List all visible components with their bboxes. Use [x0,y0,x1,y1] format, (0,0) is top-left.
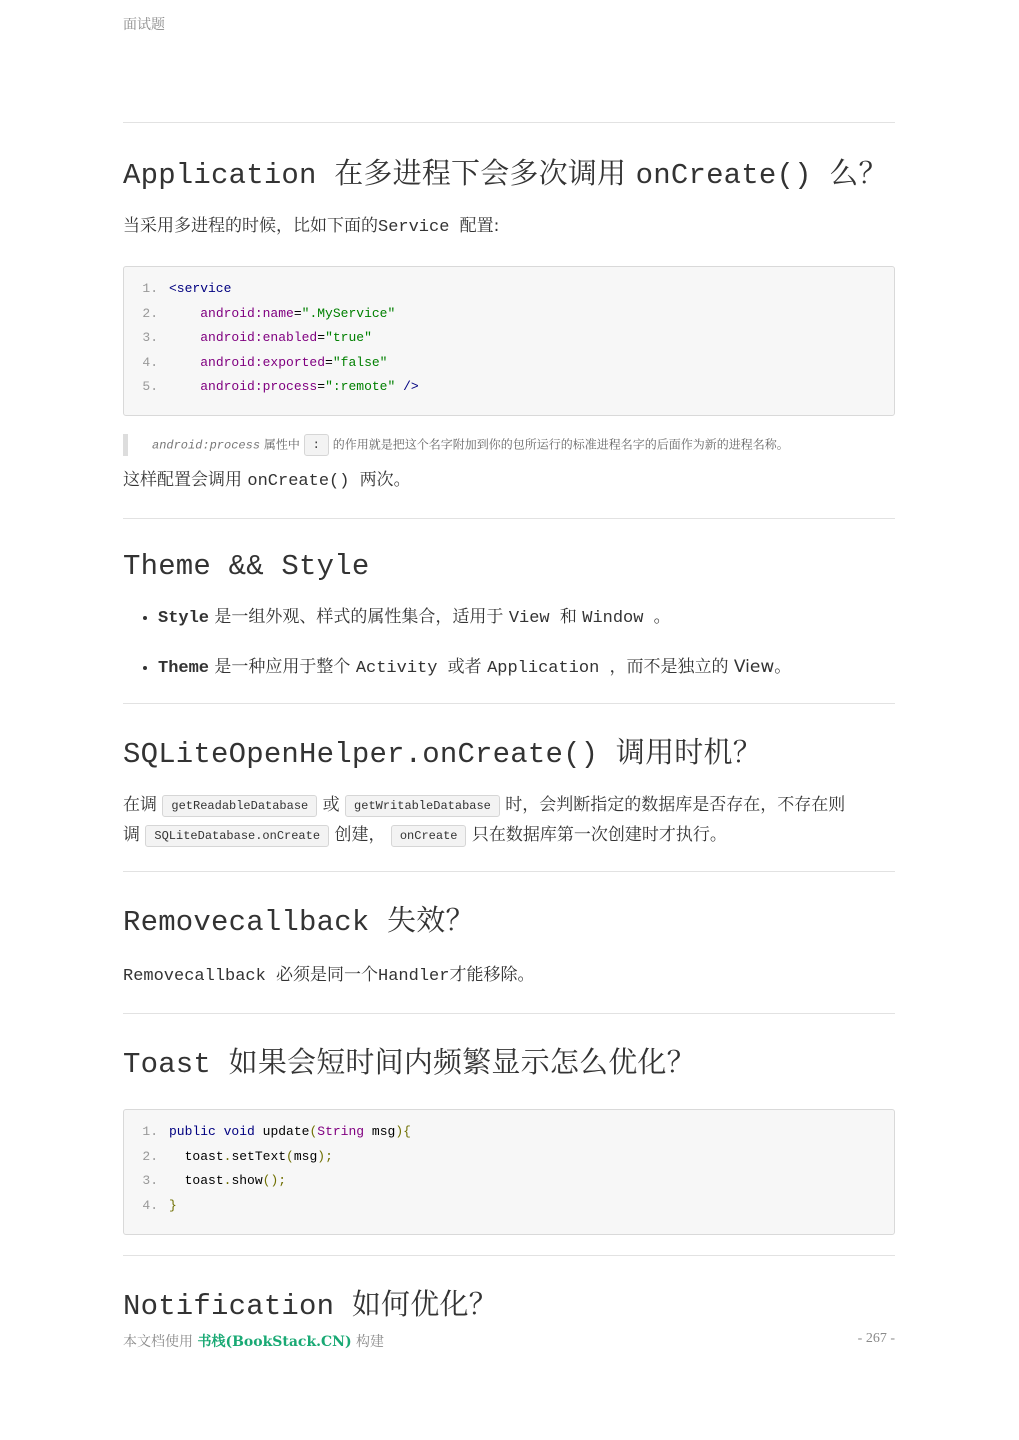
inline-code: onCreate [391,825,467,847]
code-line [124,1194,894,1219]
text: 。 [653,607,671,627]
paragraph [123,466,895,496]
text: ，而不是独立的 View。 [609,657,792,677]
code-ident: update [262,1124,310,1139]
text: 这样配置会调用 [123,470,248,490]
section-heading-application [123,153,895,196]
line-number: 2. [142,1148,158,1164]
footer-text: 构建 [351,1334,385,1350]
code-ident: toast [184,1173,224,1189]
code-eq: = [325,354,333,370]
bold-term: Theme [158,659,210,678]
page-header: 面试题 [123,17,165,33]
code-block-service-config [123,266,895,416]
blockquote-note [123,434,895,456]
code-line [124,351,894,376]
text: onCreate() [247,472,360,491]
inline-code: : [304,434,329,456]
code-line: 3. toast.show(); [124,1169,894,1194]
code-ident: msg [293,1148,318,1164]
text: 调 [123,825,146,845]
line-number: 2. [142,305,158,321]
text: Activity [355,659,448,678]
text: Handler [378,967,450,986]
list-item [158,653,895,683]
heading-part: 如何优化？ [351,1287,498,1321]
page-footer [123,1331,895,1351]
paragraph [123,961,895,991]
code-tag: <service [169,281,232,296]
code-line [124,326,894,351]
text: 才能移除。 [449,965,535,985]
text: 配置: [459,216,500,236]
code-line: 1. public void update(String msg){ [124,1120,894,1145]
heading-part: 么？ [829,156,888,190]
text: 当采用多进程的时候，比如下面的 [123,216,378,236]
text: 创建， [329,825,391,845]
section-heading-toast [123,1042,895,1085]
bullet-list [123,603,895,683]
text: Removecallback [123,967,277,986]
section-heading-sqlite [123,732,895,775]
inline-code: getReadableDatabase [162,795,317,817]
text: 和 [559,607,583,627]
heading-part: 调用时机？ [615,735,762,769]
line-number: 3. [142,330,158,346]
code-string: "true" [325,330,372,346]
quote-emphasis: android:process [152,438,261,453]
code-eq: = [317,330,326,346]
footer-brand-link[interactable]: 书栈(BookStack.CN) [197,1334,352,1350]
paragraph [123,212,895,242]
heading-part: SQLiteOpenHelper.onCreate() [123,738,616,771]
code-tag: /> [395,379,419,395]
line-number: 1. [142,281,158,296]
section-heading-removecallback [123,900,895,943]
text: 是一组外观、样式的属性集合，适用于 [209,607,509,627]
code-line [124,277,894,302]
code-ident: show [231,1173,263,1189]
text: View [508,609,560,628]
text: 是一种应用于整个 [209,657,356,677]
text: 两次。 [359,470,411,490]
code-string: "false" [332,354,388,370]
list-item [158,603,895,633]
page-number: - 267 - [857,1331,895,1346]
text: 或者 [447,657,488,677]
code-line [124,302,894,327]
quote-text: 属性中 [260,437,304,452]
code-attr: android:process [200,379,318,395]
document-content [123,122,895,1327]
code-ident: setText [231,1148,287,1164]
code-block-toast [123,1109,895,1235]
text: 或 [317,795,346,815]
line-number: 4. [142,1197,158,1213]
heading-part: Toast [123,1048,229,1081]
code-attr: android:exported [200,354,326,370]
code-type: String [317,1124,365,1139]
line-number: 3. [142,1173,158,1189]
text: 在调 [123,795,163,815]
section-heading-notification [123,1284,895,1327]
text: Window [582,609,654,628]
footer-text: 本文档使用 [123,1334,198,1350]
code-string: ".MyService" [301,305,396,321]
heading-part: Removecallback [123,906,388,939]
heading-part: 失效？ [387,903,475,937]
code-keyword: void [223,1124,255,1139]
line-number: 1. [142,1124,158,1139]
heading-part: Notification [123,1290,352,1323]
inline-code: getWritableDatabase [345,795,500,817]
code-brace: } [169,1197,177,1213]
code-ident: msg [371,1124,396,1139]
text: 只在数据库第一次创建时才执行。 [466,825,727,845]
code-string: ":remote" [325,379,396,395]
heading-part: onCreate() [635,159,830,192]
code-line [124,375,894,400]
quote-text: 的作用就是把这个名字附加到你的包所运行的标准进程名字的后面作为新的进程名称。 [328,437,789,452]
paragraph [123,791,895,851]
bold-term: Style [158,609,210,628]
inline-code: SQLiteDatabase.onCreate [145,825,329,847]
code-ident: toast [184,1148,224,1164]
section-heading-theme-style: Theme && Style [123,550,370,583]
code-attr: android:name [200,305,294,321]
heading-part: Application [123,159,335,192]
code-eq: = [293,305,302,321]
line-number: 5. [142,379,158,395]
heading-part: 如果会短时间内频繁显示怎么优化？ [228,1045,696,1079]
code-keyword: public [169,1124,216,1139]
code-eq: = [317,379,326,395]
text: 时，会判断指定的数据库是否存在，不存在则 [499,795,846,815]
code-attr: android:enabled [200,330,318,346]
text: Application [487,659,610,678]
text: Service [378,218,460,237]
line-number: 4. [142,354,158,370]
heading-part: 在多进程下会多次调用 [334,156,636,190]
text: 必须是同一个 [276,965,379,985]
code-line: 2. toast.setText(msg); [124,1145,894,1170]
